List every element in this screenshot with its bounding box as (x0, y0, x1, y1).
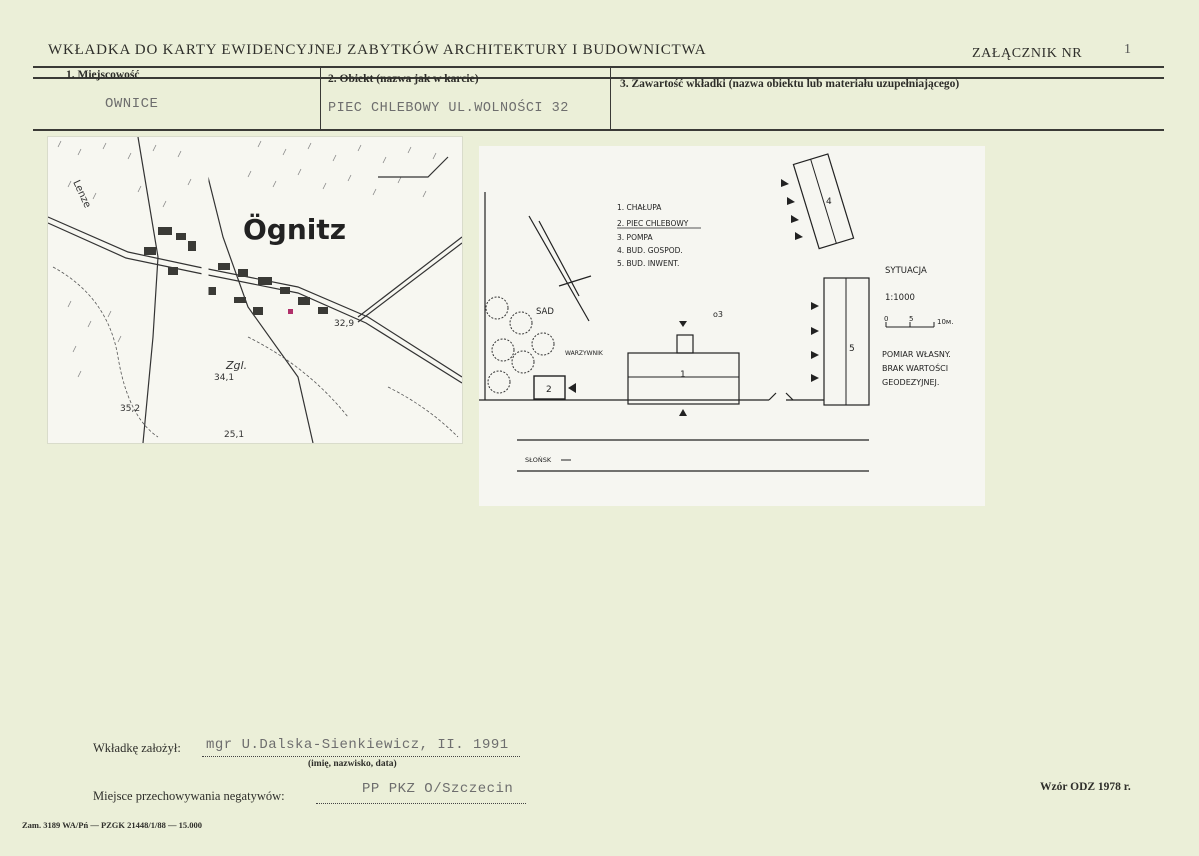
site-plan-drawing (479, 146, 985, 506)
roads (48, 137, 462, 443)
map-label-elev-3: 35,2 (120, 404, 141, 414)
object-value: PIEC CHLEBOWY UL.WOLNOŚCI 32 (328, 101, 569, 116)
forest-pattern (58, 141, 436, 377)
scale-tick-0: 0 (884, 315, 889, 323)
attachment-number: 1 (1124, 42, 1131, 57)
header-rule-2 (33, 77, 1164, 79)
field-divider-1 (320, 67, 321, 129)
map-label-zgl: Zgl. (226, 359, 248, 372)
form-title: WKŁADKA DO KARTY EWIDENCYJNEJ ZABYTKÓW ARCHITEKTURY I BUDOWNICTWA (48, 42, 707, 58)
field-divider-2 (610, 67, 611, 129)
header-rule-bottom (33, 129, 1164, 131)
object-marker (288, 309, 293, 314)
legend-item-2: 2. PIEC CHLEBOWY (617, 219, 689, 228)
legend-item-1: 1. CHAŁUPA (617, 203, 662, 212)
legend-item-3: 3. POMPA (617, 233, 653, 242)
map-place-name: Ögnitz (243, 213, 347, 246)
label-building-5: 5 (849, 344, 855, 354)
plan-scale: 1:1000 (885, 293, 915, 303)
scale-tick-5: 5 (909, 315, 914, 323)
building-1-annex (677, 335, 693, 353)
site-plan (479, 146, 985, 506)
map-drawing (48, 137, 462, 443)
map-label-lenze: Lenze (70, 178, 93, 210)
object-label: 2. Obiekt (nazwa jak w karcie) (328, 73, 479, 85)
negatives-label: Miejsce przechowywania negatywów: (93, 789, 285, 803)
attachment-label: ZAŁĄCZNIK NR (972, 46, 1083, 61)
label-sad: SAD (536, 307, 554, 317)
label-slonsk: SŁOŃSK (525, 456, 552, 464)
locality-label: 1. Miejscowość (66, 69, 140, 81)
created-by-hint: (imię, nazwisko, data) (308, 759, 397, 769)
plan-note-2: BRAK WARTOŚCI (882, 364, 949, 373)
topographic-map (47, 136, 463, 444)
map-label-elev-2: 34,1 (214, 373, 235, 383)
legend-item-5: 5. BUD. INWENT. (617, 259, 680, 268)
building-4 (793, 154, 853, 249)
created-by-label: Wkładkę założył: (93, 741, 181, 755)
plan-note-3: GEODEZYJNEJ. (882, 378, 940, 387)
scale-tick-10: 10м. (937, 318, 954, 326)
header-rule-top (33, 66, 1164, 68)
label-building-2: 2 (546, 385, 552, 395)
content-label: 3. Zawartość wkładki (nazwa obiektu lub materiału uzupełniającego) (620, 78, 960, 90)
plan-note-1: POMIAR WŁASNY. (882, 350, 951, 359)
map-label-elev-1: 32,9 (334, 319, 355, 329)
entrance-arrows (568, 179, 819, 416)
negatives-line (316, 802, 526, 804)
negatives-value: PP PKZ O/Szczecin (362, 781, 514, 797)
map-label-elev-4: 25,1 (224, 430, 245, 440)
locality-value: OWNICE (105, 96, 159, 112)
label-building-4: 4 (826, 197, 832, 207)
label-warzywnik: WARZYWNIK (565, 350, 603, 357)
form-code: Wzór ODZ 1978 r. (1040, 781, 1131, 793)
created-by-line (202, 755, 520, 757)
label-pump: o3 (713, 310, 723, 319)
print-info: Zam. 3189 WA/Pń — PZGK 21448/1/88 — 15.000 (22, 820, 203, 830)
legend-item-4: 4. BUD. GOSPOD. (617, 246, 683, 255)
site-lines (479, 192, 869, 471)
plan-title: SYTUACJA (885, 266, 927, 276)
label-building-1: 1 (680, 370, 686, 380)
created-by-value: mgr U.Dalska-Sienkiewicz, II. 1991 (206, 737, 509, 753)
